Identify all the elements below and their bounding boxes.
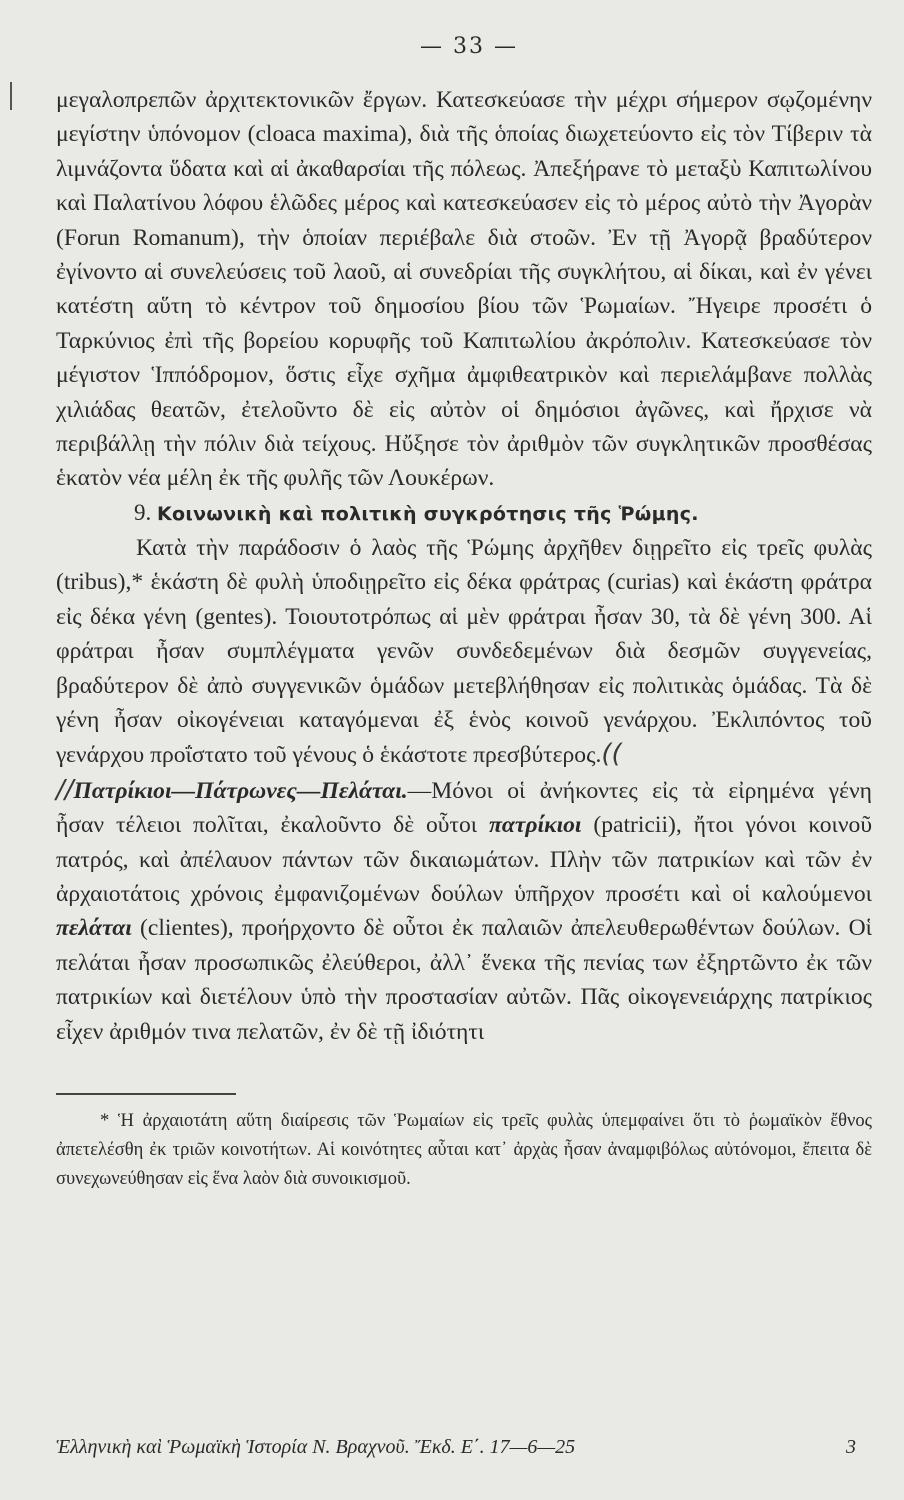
section-number: 9. [134, 499, 152, 525]
section-title: Κοινωνικὴ καὶ πολιτικὴ συγκρότησις τῆς Ῥώμης. [157, 502, 699, 525]
paragraph-tribes-text: Κατὰ τὴν παράδοσιν ὁ λαὸς τῆς Ῥώμης ἀρχῆθεν διῃρεῖτο εἰς τρεῖς φυλὰς (tribus),* ἑκάστη δὲ φυλὴ ὑποδιῃρεῖτο εἰς δέκα φράτρας (curias) καὶ ἑκάστη φράτρα εἰς δέκα γένη (gentes). Τοιουτοτρόπως αἱ μὲν φράτραι ἦσαν 30, τὰ δὲ γένη 300. Αἱ φράτραι ἦσαν συμπλέγματα γενῶν συνδεδεμένων διὰ δεσμῶν συγγενείας, βραδύτερον δὲ ἀπὸ συγγενικῶν ὁμάδων μετεβλήθησαν εἰς πολιτικὰς ὁμάδας. Τὰ δὲ γένη ἦσαν οἰκογένειαι καταγόμεναι ἐξ ἑνὸς κοινοῦ γενάρχου. Ἐκλιπόντος τοῦ γενάρχου προΐστατο τοῦ γένους ὁ ἑκάστοτε πρεσβύτερος. [56, 534, 872, 769]
footnote: * Ἡ ἀρχαιοτάτη αὕτη διαίρεσις τῶν Ῥωμαίων εἰς τρεῖς φυλὰς ὑπεμφαίνει ὅτι τὸ ῥωμαϊκὸν ἔθνος ἀπετελέσθη ἐκ τριῶν κοινοτήτων. Αἱ κοινότητες αὗται κατ᾽ ἀρχὰς ἦσαν ἀναμφιβόλως αὐτόνομοι, ἔπειτα δὲ συνεχωνεύθησαν εἰς ἕνα λαὸν διὰ συνοικισμοῦ. [56, 1110, 872, 1189]
patricians-text-c: (clientes), προήρχοντο δὲ οὗτοι ἐκ παλαιῶν ἀπελευθερωθέντων δούλων. Οἱ πελάται ἦσαν προσωπικῶς ἐλεύθεροι, ἀλλ᾽ ἕνεκα τῆς πενίας των ἐξηρτῶντο ἐκ τῶν πατρικίων καὶ διετέλουν ὑπὸ τὴν προστασίαν αὐτῶν. Πᾶς οἰκογενειάρχης πατρίκιος εἶχεν ἀριθμόν τινα πελατῶν, ἐν δὲ τῇ ἰδιότητι [56, 915, 872, 1045]
run-in-title: Πατρίκιοι—Πάτρωνες—Πελάται. [73, 777, 408, 804]
section-heading [56, 496, 872, 531]
footer-signature-number: 3 [846, 1436, 856, 1458]
footnote-divider [56, 1093, 236, 1095]
binding-mark [10, 82, 12, 110]
main-text [56, 83, 872, 1049]
paragraph-patricians [56, 773, 872, 1049]
pencil-mark-end: (( [601, 739, 622, 770]
page-number: — 33 — [420, 34, 518, 59]
patricians-text-a: —Μόνοι οἱ ἀνήκοντες εἰς τὰ εἰρημένα γένη ἦσαν τέλειοι πολῖται, ἐκαλοῦντο δὲ οὗτοι [56, 777, 872, 839]
patricians-text-b: (patricii), ἤτοι γόνοι κοινοῦ πατρός, καὶ ἀπέλαυον πάντων τῶν δικαιωμάτων. Πλὴν τῶν πατρικίων καὶ τῶν ἐν ἀρχαιοτάτοις χρόνοις ἐμφανιζομένων δούλων ὑπῆρχον προσέτι καὶ οἱ καλούμενοι [56, 812, 873, 907]
page-footer [56, 1436, 856, 1459]
footer-book-title: Ἑλληνικὴ καὶ Ῥωμαϊκὴ Ἱστορία Ν. Βραχνοῦ. Ἔκδ. Ε΄. 17—6—25 [56, 1436, 576, 1458]
paragraph-tribes [56, 531, 872, 773]
pencil-mark-start: // [56, 774, 74, 805]
term-clientes: πελάται [56, 915, 132, 942]
paragraph-tarquinius-works: μεγαλοπρεπῶν ἀρχιτεκτονικῶν ἔργων. Κατεσκεύασε τὴν μέχρι σήμερον σῳζομένην μεγίστην ὑπόνομον (cloaca maxima), διὰ τῆς ὁποίας διωχετεύοντο εἰς τὸν Τίβεριν τὰ λιμνάζοντα ὕδατα καὶ αἱ ἀκαθαρσίαι τῆς πόλεως. Ἀπεξήρανε τὸ μεταξὺ Καπιτωλίνου καὶ Παλατίνου λόφου ἑλῶδες μέρος καὶ κατεσκεύασεν εἰς τὸ μέρος αὐτὸ τὴν Ἀγορὰν (Forun Romanum), τὴν ὁποίαν περιέβαλε διὰ στοῶν. Ἐν τῇ Ἀγορᾷ βραδύτερον ἐγίνοντο αἱ συνελεύσεις τοῦ λαοῦ, αἱ συνεδρίαι τῆς συγκλήτου, αἱ δίκαι, καὶ ἐν γένει κατέστη αὕτη τὸ κέντρον τοῦ δημοσίου βίου τῶν Ῥωμαίων. Ἤγειρε προσέτι ὁ Ταρκύνιος ἐπὶ τῆς βορείου κορυφῆς τοῦ Καπιτωλίου ἀκρόπολιν. Κατεσκεύασε τὸν μέγιστον Ἱππόδρομον, ὅστις εἶχε σχῆμα ἀμφιθεατρικὸν καὶ περιελάμβανε πολλὰς χιλιάδας θεατῶν, ἐτελοῦντο δὲ εἰς αὐτὸν οἱ δημόσιοι ἀγῶνες, καὶ ἤρχισε νὰ περιβάλλῃ τὴν πόλιν διὰ τείχους. Ηὔξησε τὸν ἀριθμὸν τῶν συγκλητικῶν προσθέσας ἑκατὸν νέα μέλη ἐκ τῆς φυλῆς τῶν Λουκέρων. [56, 87, 872, 492]
term-patricii: πατρίκιοι [488, 812, 582, 839]
